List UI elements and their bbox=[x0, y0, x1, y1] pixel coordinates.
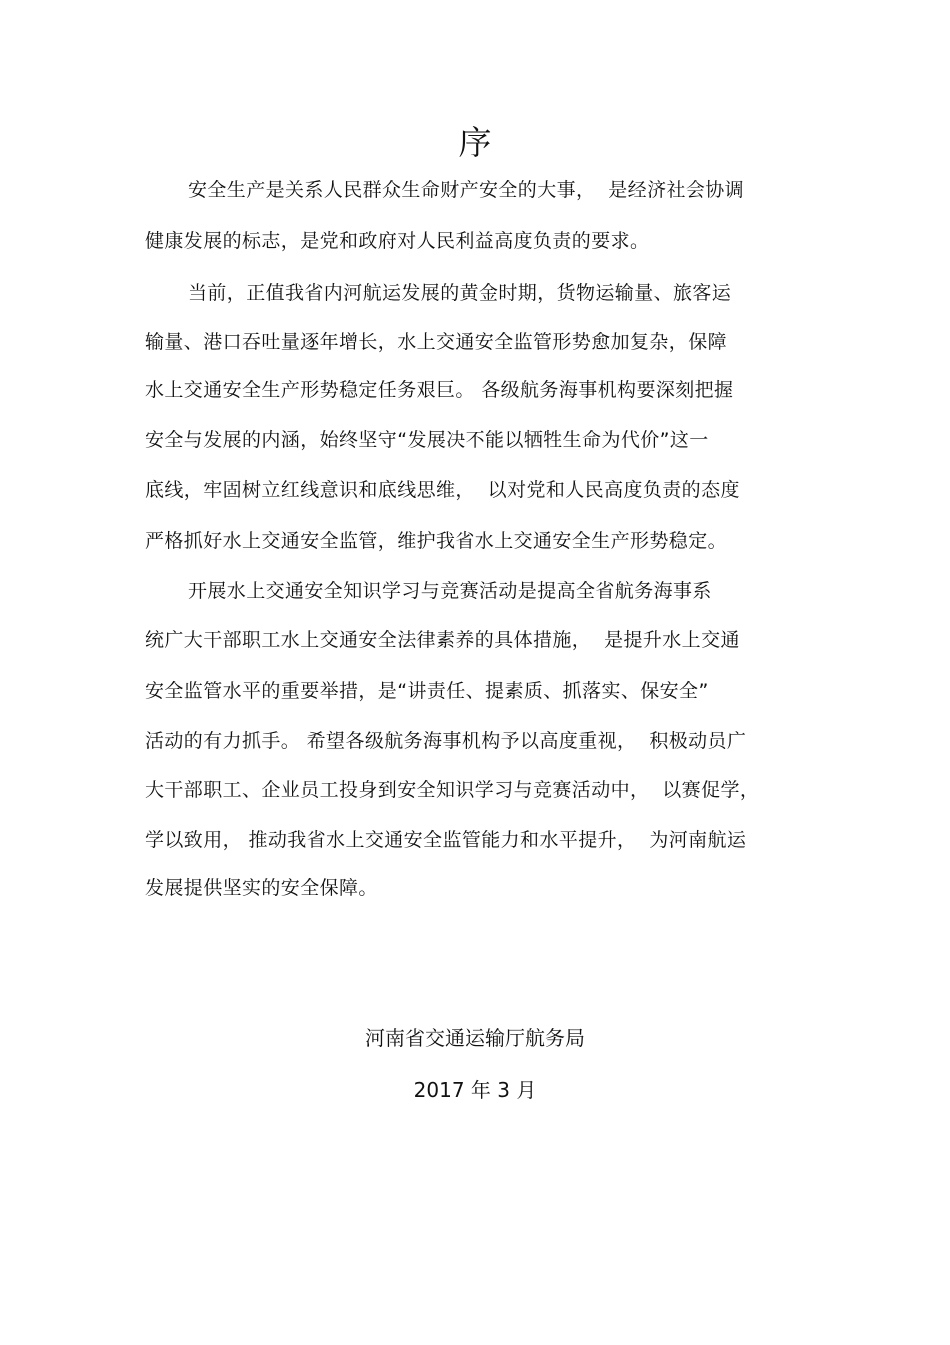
signature-date: 2017 年 3 月 bbox=[413, 1078, 537, 1102]
paragraph-line: 发展提供坚实的安全保障。 bbox=[145, 877, 378, 899]
paragraph-line: 严格抓好水上交通安全监管，维护我省水上交通安全生产形势稳定。 bbox=[145, 530, 728, 552]
preface-title: 序 bbox=[458, 123, 492, 162]
signature-organization: 河南省交通运输厅航务局 bbox=[365, 1026, 585, 1050]
paragraph-line: 统广大干部职工水上交通安全法律素养的具体措施， 是提升水上交通 bbox=[145, 629, 740, 651]
paragraph-line: 当前，正值我省内河航运发展的黄金时期，货物运输量、旅客运 bbox=[188, 282, 732, 304]
paragraph-line: 底线，牢固树立红线意识和底线思维， 以对党和人民高度负责的态度 bbox=[145, 479, 740, 501]
paragraph-line: 水上交通安全生产形势稳定任务艰巨。 各级航务海事机构要深刻把握 bbox=[145, 379, 734, 401]
paragraph-line: 输量、港口吞吐量逐年增长，水上交通安全监管形势愈加复杂，保障 bbox=[145, 331, 728, 353]
paragraph-line: 安全与发展的内涵，始终坚守“发展决不能以牺牲生命为代价”这一 bbox=[145, 429, 709, 451]
paragraph-line: 安全监管水平的重要举措，是“讲责任、提素质、抓落实、保安全” bbox=[145, 680, 709, 702]
paragraph-line: 活动的有力抓手。 希望各级航务海事机构予以高度重视， 积极动员广 bbox=[145, 730, 747, 752]
paragraph-line: 学以致用， 推动我省水上交通安全监管能力和水平提升， 为河南航运 bbox=[145, 829, 747, 851]
paragraph-line: 大干部职工、企业员工投身到安全知识学习与竞赛活动中， 以赛促学， bbox=[145, 779, 760, 801]
paragraph-line: 开展水上交通安全知识学习与竞赛活动是提高全省航务海事系 bbox=[188, 580, 712, 602]
paragraph-line: 健康发展的标志，是党和政府对人民利益高度负责的要求。 bbox=[145, 230, 650, 252]
paragraph-line: 安全生产是关系人民群众生命财产安全的大事， 是经济社会协调 bbox=[188, 179, 745, 201]
